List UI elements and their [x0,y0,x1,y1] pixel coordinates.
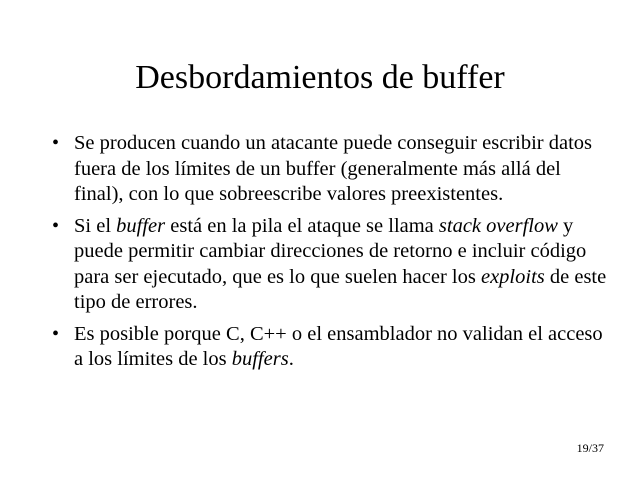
bullet-item-1 [48,131,608,208]
text-segment: está en la pila el ataque se llama [165,214,439,237]
text-segment: de este tipo de errores. [74,265,607,313]
bullet-icon: • [52,132,60,154]
italic-term: buffer [116,214,166,237]
text-segment: . [288,348,294,370]
bullet-icon: • [52,214,60,237]
italic-term: buffers [231,348,289,370]
bullet-text [74,215,606,314]
bullet-item-2 [48,214,608,316]
bullet-icon: • [52,322,60,345]
text-segment: Es posible porque C, C++ o el ensamblador no validan el acceso a los límites de los [74,322,603,370]
italic-term: exploits [480,265,545,288]
bullet-item-3 [48,322,608,373]
page-number: 19/37 [576,441,604,455]
slide-title: Desbordamientos de buffer [135,59,505,96]
text-segment: y puede permitir cambiar direcciones de retorno e incluir código para ser ejecutado, que es lo que suelen hacer los [74,214,587,288]
italic-term: stack overflow [438,214,558,237]
bullet-text [74,323,603,371]
bullet-text [74,132,592,205]
text-segment: Si el [74,214,117,237]
text-segment: Se producen cuando un atacante puede conseguir escribir datos fuera de los límites de un buffer (generalmente más allá del final), con lo que sobreescribe valores preexistentes. [74,132,592,205]
bullet-list [48,131,608,379]
